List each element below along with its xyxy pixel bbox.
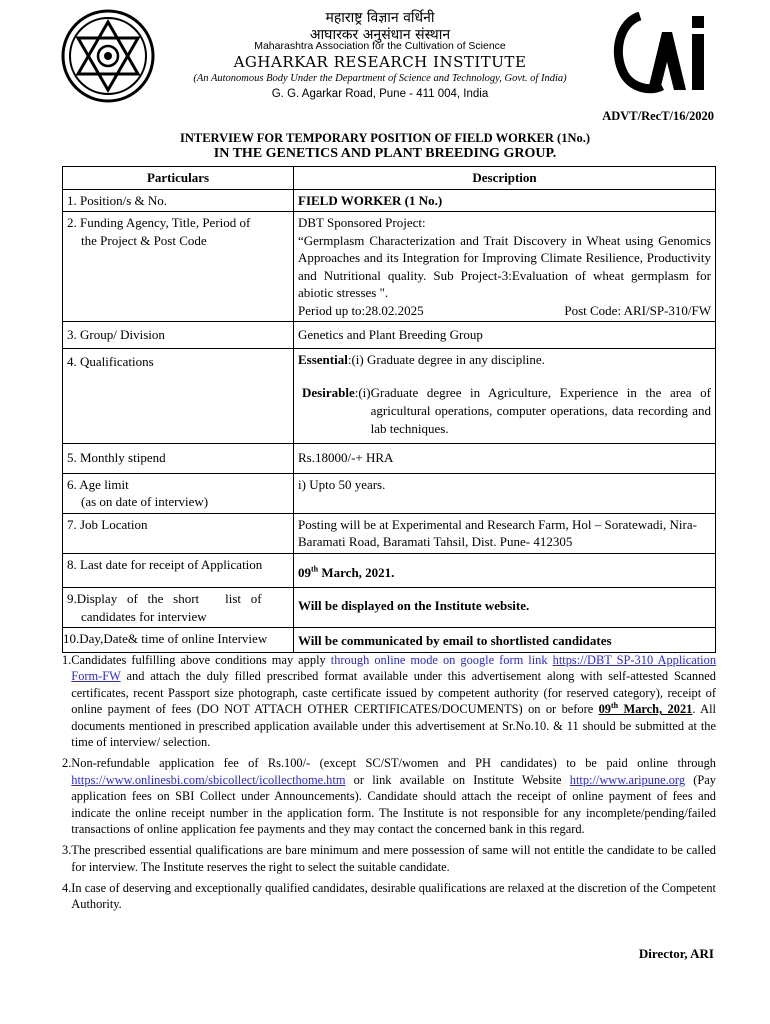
note1-part-a: Candidates fulfilling above conditions may apply bbox=[71, 653, 331, 667]
notes-list bbox=[62, 652, 716, 918]
particulars-header: Particulars bbox=[63, 167, 294, 190]
description-header: Description bbox=[294, 167, 716, 190]
note-item bbox=[62, 842, 716, 875]
row-label-line2: (as on date of interview) bbox=[81, 494, 209, 510]
display-value: Will be displayed on the Institute website. bbox=[294, 588, 716, 628]
desirable-text: Graduate degree in Agriculture, Experience in the area of agricultural operations, computer operations, data recording and lab techniques. bbox=[370, 385, 711, 436]
table-header-row bbox=[63, 167, 716, 190]
note1-part-c: and attach the duly filled prescribed format available under this advertisement along with self-attested Scanned certificates, recent Passport size photograph, caste certificate issued by competent authority (for reserved category), receipt of online payment of fees (DO NOT ATTACH OTHER CERTIFICATES/DOCUMENTS) on or before bbox=[71, 669, 716, 717]
note-number: 4. bbox=[62, 881, 72, 895]
last-date-rest: March, 2021. bbox=[318, 564, 395, 580]
particulars-table bbox=[62, 166, 716, 653]
director-signature: Director, ARI bbox=[638, 946, 714, 961]
table-row bbox=[63, 322, 716, 349]
row-label: 5. Monthly stipend bbox=[63, 444, 294, 474]
row-label-line1: 2. Funding Agency, Title, Period of bbox=[67, 215, 251, 231]
table-row bbox=[63, 212, 716, 322]
last-date-value bbox=[294, 553, 716, 588]
job-location-value: Posting will be at Experimental and Research Farm, Hol – Soratewadi, Nira-Baramati Road, Baramati Tahsil, Dist. Pune- 412305 bbox=[294, 513, 716, 553]
note-item bbox=[62, 880, 716, 913]
note-text: In case of deserving and exceptionally qualified candidates, desirable qualifications are relaxed at the discretion of the Competent Authority. bbox=[71, 881, 716, 912]
deadline-rest: March, 2021 bbox=[618, 702, 693, 717]
table-row bbox=[63, 348, 716, 443]
table-row bbox=[63, 628, 716, 653]
essential-text: :(i) Graduate degree in any discipline. bbox=[347, 351, 545, 367]
row-label bbox=[63, 212, 294, 322]
position-value: FIELD WORKER (1 No.) bbox=[294, 189, 716, 212]
table-row bbox=[63, 444, 716, 474]
institute-website-link[interactable]: http://www.aripune.org bbox=[569, 772, 686, 787]
period-postcode bbox=[298, 302, 711, 320]
row-label-line2: the Project & Post Code bbox=[81, 232, 207, 248]
note-text bbox=[71, 755, 716, 837]
note1-deadline bbox=[599, 702, 693, 716]
note-text: The prescribed essential qualifications are bare minimum and mere possession of same will not entitle the candidate to be called for interview. The Institute reserves the right to select the suitable candidate. bbox=[71, 843, 716, 874]
desirable-qualification bbox=[298, 384, 711, 437]
deadline-suffix: th bbox=[611, 701, 619, 711]
header-hindi-line2: आघारकर अनुसंधान संस्थान bbox=[309, 27, 451, 43]
deadline-day: 09 bbox=[598, 702, 611, 717]
note2-part-b: or link available on Institute Website bbox=[345, 772, 570, 787]
note-text bbox=[71, 652, 716, 750]
note-number: 2. bbox=[62, 756, 72, 771]
note1-part-d: . All documents mentioned in prescribed application available under this advertisement at Sr.No.10. & 11 should be submitted at the time of interview/ selection. bbox=[71, 702, 716, 749]
interview-title: INTERVIEW FOR TEMPORARY POSITION OF FIELD WORKER (1No.) bbox=[179, 131, 591, 145]
note-number: 3. bbox=[62, 843, 72, 858]
note-item bbox=[62, 652, 716, 750]
note-number: 1. bbox=[62, 653, 72, 667]
header-address: G. G. Agarkar Road, Pune - 411 004, India bbox=[271, 88, 489, 100]
note1-part-b: through online mode on google form link bbox=[330, 653, 553, 667]
last-date-day: 09 bbox=[298, 564, 311, 580]
google-form-link[interactable]: https://DBT SP-310 Application Form-FW bbox=[71, 653, 717, 684]
header-institute-name: AGHARKAR RESEARCH INSTITUTE bbox=[233, 53, 527, 71]
qualifications-value bbox=[294, 348, 716, 443]
essential-label: Essential bbox=[298, 351, 348, 367]
header-hindi-line1: महाराष्ट्र विज्ञान वर्धिनी bbox=[325, 10, 435, 26]
row-label: 3. Group/ Division bbox=[63, 322, 294, 349]
desirable-prefix: :(i) bbox=[354, 385, 371, 401]
row-label-line1: 6. Age limit bbox=[67, 476, 129, 492]
project-value bbox=[294, 212, 716, 322]
header-association-name: Maharashtra Association for the Cultivation of Science bbox=[254, 40, 506, 52]
row-label-line2: candidates for interview bbox=[81, 608, 207, 624]
table-row bbox=[63, 553, 716, 588]
essential-qualification bbox=[298, 351, 711, 369]
row-label bbox=[63, 588, 294, 628]
stipend-value: Rs.18000/-+ HRA bbox=[294, 444, 716, 474]
interview-value: Will be communicated by email to shortlisted candidates bbox=[294, 628, 716, 653]
desirable-label: Desirable bbox=[302, 385, 355, 401]
post-code: Post Code: ARI/SP-310/FW bbox=[564, 302, 711, 318]
row-label: 7. Job Location bbox=[63, 513, 294, 553]
note2-part-a: Non-refundable application fee of Rs.100/- (except SC/ST/women and PH candidates) to be paid online through bbox=[71, 756, 716, 771]
last-date-suffix: th bbox=[311, 564, 319, 574]
advertisement-number: ADVT/RecT/16/2020 bbox=[602, 109, 714, 123]
row-label: 1. Position/s & No. bbox=[63, 189, 294, 212]
table-row bbox=[63, 588, 716, 628]
project-period: Period up to:28.02.2025 bbox=[298, 302, 424, 318]
note-item bbox=[62, 755, 716, 837]
age-limit-value: i) Upto 50 years. bbox=[294, 473, 716, 513]
group-title: IN THE GENETICS AND PLANT BREEDING GROUP. bbox=[213, 146, 557, 161]
group-value: Genetics and Plant Breeding Group bbox=[294, 322, 716, 349]
note2-part-c: (Pay application fees on SBI Collect under Announcements). Candidate should attach the receipt of online payment of fees and indicate the online receipt number in the application form. The Institute is not responsible for any incomplete/pending/failed transactions of online application fee payments and they may contact the concerned bank in this regard. bbox=[71, 772, 716, 836]
sbi-collect-link[interactable]: https://www.onlinesbi.com/sbicollect/icollecthome.htm bbox=[71, 772, 346, 787]
table-row bbox=[63, 513, 716, 553]
table-row bbox=[63, 473, 716, 513]
funding-agency: DBT Sponsored Project: bbox=[298, 215, 426, 231]
row-label: 8. Last date for receipt of Application bbox=[63, 553, 294, 588]
institute-seal-logo bbox=[60, 8, 156, 104]
row-label-line1: 9.Display of the short list of bbox=[67, 591, 262, 607]
row-label: 4. Qualifications bbox=[63, 348, 294, 443]
table-row bbox=[63, 189, 716, 212]
row-label bbox=[63, 473, 294, 513]
header-autonomous-body: (An Autonomous Body Under the Department of Science and Technology, Govt. of India) bbox=[193, 73, 567, 84]
ari-logo bbox=[610, 12, 720, 96]
project-title: “Germplasm Characterization and Trait Discovery in Wheat using Genomics Approaches and its Integration for Improving Climate Resilience, Productivity and Nutritional quality. Sub Project-3:Evaluation of wheat germplasm for abiotic stresses ". bbox=[298, 232, 711, 301]
row-label: 10.Day,Date& time of online Interview bbox=[63, 628, 294, 653]
